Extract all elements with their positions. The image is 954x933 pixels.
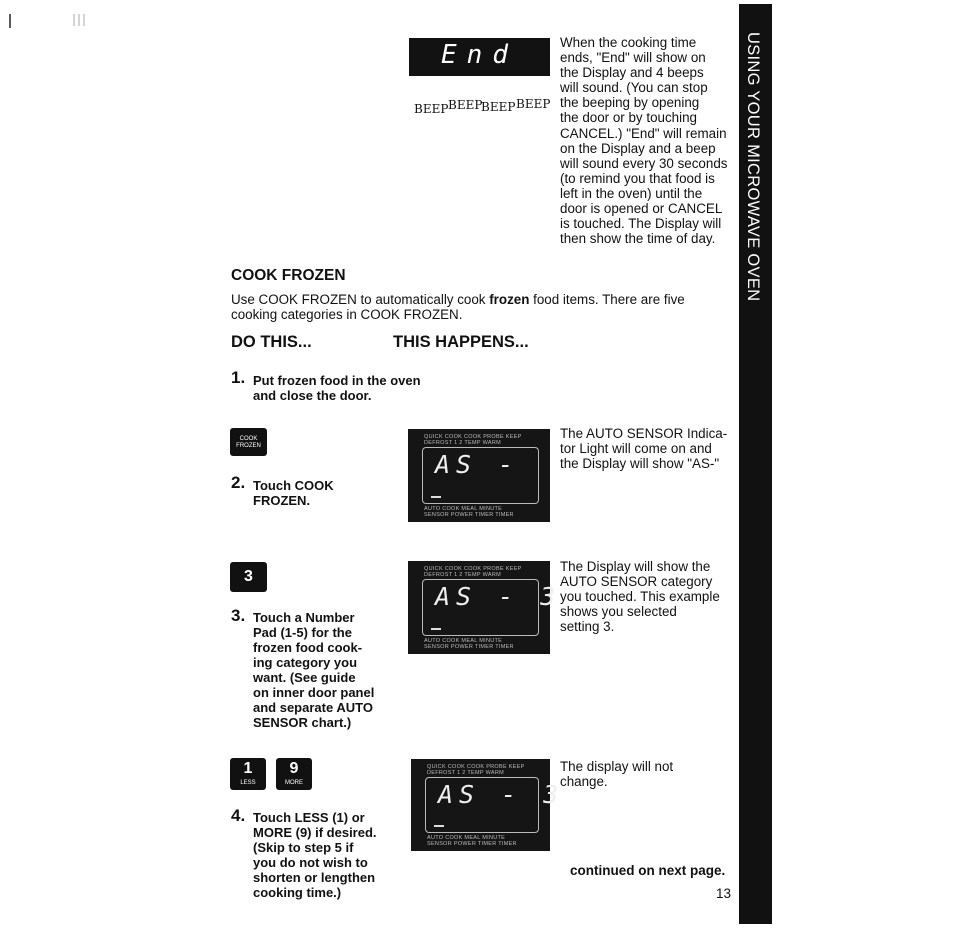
display-window bbox=[422, 447, 539, 504]
paragraph-line: the Display and 4 beeps bbox=[560, 65, 704, 81]
scan-marks bbox=[8, 12, 88, 32]
intro-text: Use COOK FROZEN to automatically cook bbox=[231, 292, 490, 307]
paragraph-line: door is opened or CANCEL bbox=[560, 201, 723, 217]
intro-text: food items. There are five bbox=[529, 292, 685, 307]
intro-line-2: cooking categories in COOK FROZEN. bbox=[231, 307, 463, 323]
paragraph-line: the beeping by opening bbox=[560, 95, 700, 111]
paragraph-line: the door or by touching bbox=[560, 110, 697, 126]
paragraph-line: left in the oven) until the bbox=[560, 185, 703, 201]
panel-bottom-labels: AUTO COOK MEAL MINUTE SENSOR POWER TIMER TIMER bbox=[424, 638, 514, 650]
step-3-text bbox=[253, 610, 374, 730]
panel-top-labels: QUICK COOK COOK PROBE KEEP DEFROST 1 2 TEMP WARM bbox=[424, 434, 522, 446]
step-4-text bbox=[253, 810, 377, 900]
desc-line: change. bbox=[560, 774, 608, 790]
end-display-text: End bbox=[441, 40, 518, 70]
step-4-description bbox=[560, 759, 730, 789]
step-line: SENSOR chart.) bbox=[253, 715, 352, 730]
display-readout: AS - 3 bbox=[435, 582, 562, 611]
auto-sensor-indicator bbox=[434, 825, 444, 827]
step-4-number: 4. bbox=[231, 806, 246, 825]
beep-2: BEEP bbox=[448, 98, 483, 112]
key-number: 9 bbox=[289, 760, 299, 777]
desc-line: the Display will show "AS-" bbox=[560, 456, 720, 472]
desc-line: The Display will show the bbox=[560, 559, 711, 574]
display-readout: AS - 3 bbox=[438, 780, 565, 809]
paragraph-line: then show the time of day. bbox=[560, 231, 716, 247]
panel-top-labels: QUICK COOK COOK PROBE KEEP DEFROST 1 2 TEMP WARM bbox=[427, 764, 525, 776]
this-happens-heading: THIS HAPPENS... bbox=[393, 333, 529, 351]
step-line: MORE (9) if desired. bbox=[253, 825, 377, 840]
step-1-text bbox=[253, 373, 421, 403]
key-label: FROZEN bbox=[236, 443, 261, 449]
step-line: and close the door. bbox=[253, 388, 372, 403]
page-number: 13 bbox=[716, 886, 732, 901]
beep-3: BEEP bbox=[481, 100, 516, 114]
paragraph-line: When the cooking time bbox=[560, 35, 697, 50]
section-intro bbox=[231, 292, 731, 322]
intro-bold: frozen bbox=[489, 292, 530, 307]
less-1-key-icon bbox=[230, 758, 266, 790]
display-window bbox=[422, 579, 562, 636]
step-line: ing category you bbox=[253, 655, 358, 670]
paragraph-line: is touched. The Display will bbox=[560, 216, 722, 232]
paragraph-line: on the Display and a beep bbox=[560, 140, 716, 156]
key-label: COOK bbox=[239, 436, 258, 442]
paragraph-line: will sound. (You can stop bbox=[560, 80, 708, 96]
continued-note: continued on next page. bbox=[570, 863, 726, 878]
panel-bottom-labels: AUTO COOK MEAL MINUTE SENSOR POWER TIMER TIMER bbox=[427, 835, 517, 847]
beep-4: BEEP bbox=[516, 97, 551, 111]
desc-line: The AUTO SENSOR Indica- bbox=[560, 426, 728, 441]
step-line: FROZEN. bbox=[253, 493, 311, 508]
desc-line: you touched. This example bbox=[560, 589, 720, 605]
do-this-heading: DO THIS... bbox=[231, 333, 312, 351]
control-panel-display-3 bbox=[408, 561, 562, 654]
step-2-description bbox=[560, 426, 738, 471]
step-line: Touch a Number bbox=[253, 610, 355, 625]
step-2-text bbox=[253, 478, 334, 508]
step-line: Touch LESS (1) or bbox=[253, 810, 365, 825]
step-line: (Skip to step 5 if bbox=[253, 840, 354, 855]
auto-sensor-indicator bbox=[431, 628, 441, 630]
desc-line: setting 3. bbox=[560, 619, 615, 635]
step-line: Touch COOK bbox=[253, 478, 334, 493]
step-line: you do not wish to bbox=[253, 855, 368, 870]
display-readout: AS - bbox=[435, 450, 520, 479]
key-label: LESS bbox=[240, 780, 256, 786]
step-line: Pad (1-5) for the bbox=[253, 625, 352, 640]
auto-sensor-indicator bbox=[431, 496, 441, 498]
step-line: on inner door panel bbox=[253, 685, 375, 700]
desc-line: AUTO SENSOR category bbox=[560, 574, 713, 590]
desc-line: The display will not bbox=[560, 759, 674, 774]
step-line: Put frozen food in the oven bbox=[253, 373, 421, 388]
sidebar-title: USING YOUR MICROWAVE OVEN bbox=[744, 32, 762, 302]
step-3-description bbox=[560, 559, 740, 634]
paragraph-line: (to remind you that food is bbox=[560, 170, 715, 186]
step-3-number: 3. bbox=[231, 606, 246, 625]
more-9-key-icon bbox=[276, 758, 312, 790]
step-line: want. (See guide bbox=[253, 670, 356, 685]
display-window bbox=[425, 777, 565, 833]
key-label: MORE bbox=[285, 780, 303, 786]
step-line: shorten or lengthen bbox=[253, 870, 376, 885]
control-panel-display-2 bbox=[408, 429, 550, 522]
number-3-key-icon: 3 bbox=[230, 562, 267, 592]
paragraph-line: will sound every 30 seconds bbox=[560, 155, 728, 171]
step-line: frozen food cook- bbox=[253, 640, 363, 655]
step-1-number: 1. bbox=[231, 368, 246, 387]
cook-frozen-key-icon bbox=[230, 428, 267, 456]
key-number: 1 bbox=[243, 760, 253, 777]
step-2-number: 2. bbox=[231, 473, 246, 492]
control-panel-display-4 bbox=[411, 759, 565, 851]
panel-top-labels: QUICK COOK COOK PROBE KEEP DEFROST 1 2 TEMP WARM bbox=[424, 566, 522, 578]
panel-bottom-labels: AUTO COOK MEAL MINUTE SENSOR POWER TIMER TIMER bbox=[424, 506, 514, 518]
desc-line: shows you selected bbox=[560, 604, 677, 620]
end-display bbox=[409, 38, 550, 76]
section-heading: COOK FROZEN bbox=[231, 267, 346, 284]
desc-line: tor Light will come on and bbox=[560, 441, 712, 457]
paragraph-line: ends, "End" will show on bbox=[560, 50, 706, 66]
beep-1: BEEP bbox=[414, 102, 449, 116]
paragraph-line: CANCEL.) "End" will remain bbox=[560, 125, 727, 141]
step-line: and separate AUTO bbox=[253, 700, 373, 715]
end-paragraph bbox=[560, 35, 740, 246]
step-line: cooking time.) bbox=[253, 885, 342, 900]
sidebar-tab bbox=[739, 4, 772, 924]
